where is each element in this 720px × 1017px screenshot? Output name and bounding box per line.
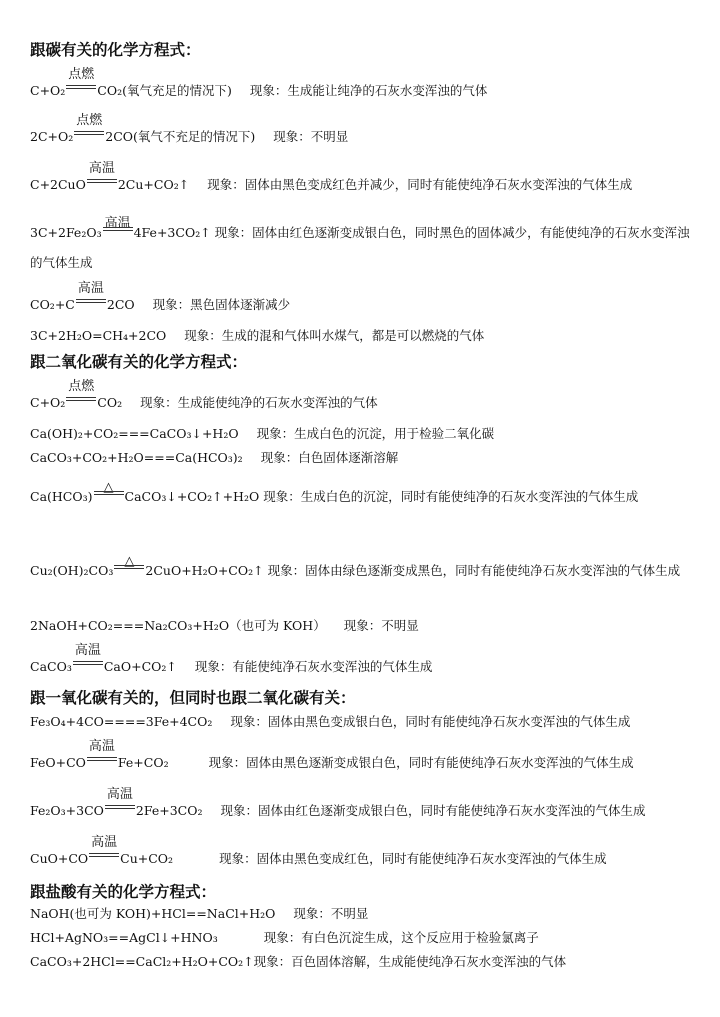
equation-reactants: FeO+CO xyxy=(30,755,86,770)
observation-text: 现象：固体由黑色变成红色，同时有能使纯净石灰水变浑浊的气体生成 xyxy=(219,851,607,866)
equation-line xyxy=(30,714,630,730)
equation-text: NaOH(也可为 KOH)+HCl==NaCl+H₂O xyxy=(30,906,276,921)
reaction-condition: △ xyxy=(94,488,124,500)
equation-products: 2CO(氧气不充足的情况下) xyxy=(105,129,256,144)
equation-line xyxy=(30,450,398,466)
observation-text: 现象：固体由黑色逐渐变成银白色，同时有能使纯净石灰水变浑浊的气体生成 xyxy=(208,755,634,770)
equation-text: 2NaOH+CO₂===Na₂CO₃+H₂O（也可为 KOH） xyxy=(30,618,326,633)
observation-text: 现象：有白色沉淀生成，这个反应用于检验氯离子 xyxy=(263,930,539,945)
observation-text: 现象：固体由红色逐渐变成银白色，同时黑色的固体减少，有能使纯净的石灰水变浑浊的气体生成 xyxy=(30,225,690,270)
reaction-condition: 高温 xyxy=(104,216,131,231)
equation-line xyxy=(30,556,694,586)
equation-products: CaO+CO₂↑ xyxy=(103,659,177,674)
observation-text: 现象：不明显 xyxy=(273,129,349,144)
reaction-condition: 点燃 xyxy=(66,394,96,406)
equation-products: Cu+CO₂ xyxy=(120,851,174,866)
equation-reactants: Ca(HCO₃) xyxy=(30,489,93,504)
reaction-condition: 高温 xyxy=(76,296,106,308)
equation-reactants: C+O₂ xyxy=(30,83,66,98)
equation-products: 4Fe+3CO₂↑ xyxy=(133,225,211,240)
equation-reactants: C+O₂ xyxy=(30,395,66,410)
observation-text: 现象：固体由黑色变成银白色，同时有能使纯净石灰水变浑浊的气体生成 xyxy=(230,714,631,729)
equation-line xyxy=(30,161,633,193)
reaction-condition: 高温 xyxy=(73,658,103,670)
equation-reactants: 2C+O₂ xyxy=(30,129,74,144)
equation-line xyxy=(30,930,539,946)
reaction-condition: 点燃 xyxy=(66,82,96,94)
equation-text: HCl+AgNO₃==AgCl↓+HNO₃ xyxy=(30,930,218,945)
reaction-condition: 高温 xyxy=(89,850,119,862)
observation-text: 现象：有能使纯净石灰水变浑浊的气体生成 xyxy=(194,659,433,674)
equation-reactants: CaCO₃ xyxy=(30,659,72,674)
equation-line xyxy=(30,67,488,99)
observation-text: 现象：生成能让纯净的石灰水变浑浊的气体 xyxy=(249,83,488,98)
equation-line xyxy=(30,218,694,278)
observation-text: 现象：固体由黑色变成红色并减少，同时有能使纯净石灰水变浑浊的气体生成 xyxy=(207,177,633,192)
equation-text: Fe₃O₄+4CO====3Fe+4CO₂ xyxy=(30,714,213,729)
section-title: 跟碳有关的化学方程式： xyxy=(30,41,201,59)
observation-text: 现象：生成的混和气体叫水煤气，都是可以燃烧的气体 xyxy=(184,328,485,343)
equation-line xyxy=(30,787,646,819)
equation-reactants: Cu₂(OH)₂CO₃ xyxy=(30,563,114,578)
section-title: 跟二氧化碳有关的化学方程式： xyxy=(30,353,248,371)
equation-line xyxy=(30,835,607,867)
equation-products: CO₂(氧气充足的情况下) xyxy=(97,83,232,98)
reaction-condition: △ xyxy=(114,562,144,574)
equation-line xyxy=(30,379,378,411)
equation-products: Fe+CO₂ xyxy=(117,755,169,770)
observation-text: 现象：固体由红色逐渐变成银白色，同时有能使纯净石灰水变浑浊的气体生成 xyxy=(220,803,646,818)
equation-line xyxy=(30,739,634,771)
equation-products: CO₂ xyxy=(97,395,123,410)
reaction-condition: 高温 xyxy=(105,802,135,814)
equation-line xyxy=(30,482,694,512)
equation-products: 2CuO+H₂O+CO₂↑ xyxy=(145,563,264,578)
observation-text: 现象：固体由绿色逐渐变成黑色，同时有能使纯净石灰水变浑浊的气体生成 xyxy=(267,563,681,578)
reaction-condition: 点燃 xyxy=(74,128,104,140)
section-title: 跟一氧化碳有关的，但同时也跟二氧化碳有关： xyxy=(30,689,356,707)
equation-line xyxy=(30,954,566,970)
observation-text: 现象：生成白色的沉淀，用于检验二氧化碳 xyxy=(256,426,495,441)
observation-text: 现象：不明显 xyxy=(293,906,369,921)
observation-text: 现象：不明显 xyxy=(343,618,419,633)
equation-reactants: CuO+CO xyxy=(30,851,89,866)
equation-reactants: 3C+2Fe₂O₃ xyxy=(30,225,102,240)
equation-line xyxy=(30,113,349,145)
equation-products: 2Fe+3CO₂ xyxy=(135,803,203,818)
reaction-condition: 高温 xyxy=(87,754,117,766)
observation-text: 现象：白色固体逐渐溶解 xyxy=(260,450,399,465)
equation-products: 2CO xyxy=(106,297,135,312)
observation-text: 现象：百色固体溶解，生成能使纯净石灰水变浑浊的气体 xyxy=(253,954,567,969)
equation-line xyxy=(30,643,433,675)
equation-text: CaCO₃+2HCl==CaCl₂+H₂O+CO₂↑ xyxy=(30,954,254,969)
equation-line xyxy=(30,906,368,922)
equation-text: CaCO₃+CO₂+H₂O===Ca(HCO₃)₂ xyxy=(30,450,243,465)
observation-text: 现象：生成白色的沉淀，同时有能使纯净的石灰水变浑浊的气体生成 xyxy=(263,489,639,504)
section-title: 跟盐酸有关的化学方程式： xyxy=(30,883,217,901)
equation-line xyxy=(30,618,419,634)
equation-reactants: C+2CuO xyxy=(30,177,86,192)
equation-text: Ca(OH)₂+CO₂===CaCO₃↓+H₂O xyxy=(30,426,239,441)
equation-line xyxy=(30,426,494,442)
observation-text: 现象：生成能使纯净的石灰水变浑浊的气体 xyxy=(140,395,378,410)
equation-line xyxy=(30,281,291,313)
equation-reactants: CO₂+C xyxy=(30,297,75,312)
equation-reactants: Fe₂O₃+3CO xyxy=(30,803,104,818)
reaction-condition: 高温 xyxy=(87,176,117,188)
equation-text: 3C+2H₂O=CH₄+2CO xyxy=(30,328,167,343)
equation-products: 2Cu+CO₂↑ xyxy=(117,177,190,192)
equation-line xyxy=(30,328,484,344)
observation-text: 现象：黑色固体逐渐减少 xyxy=(152,297,291,312)
equation-products: CaCO₃↓+CO₂↑+H₂O xyxy=(124,489,260,504)
